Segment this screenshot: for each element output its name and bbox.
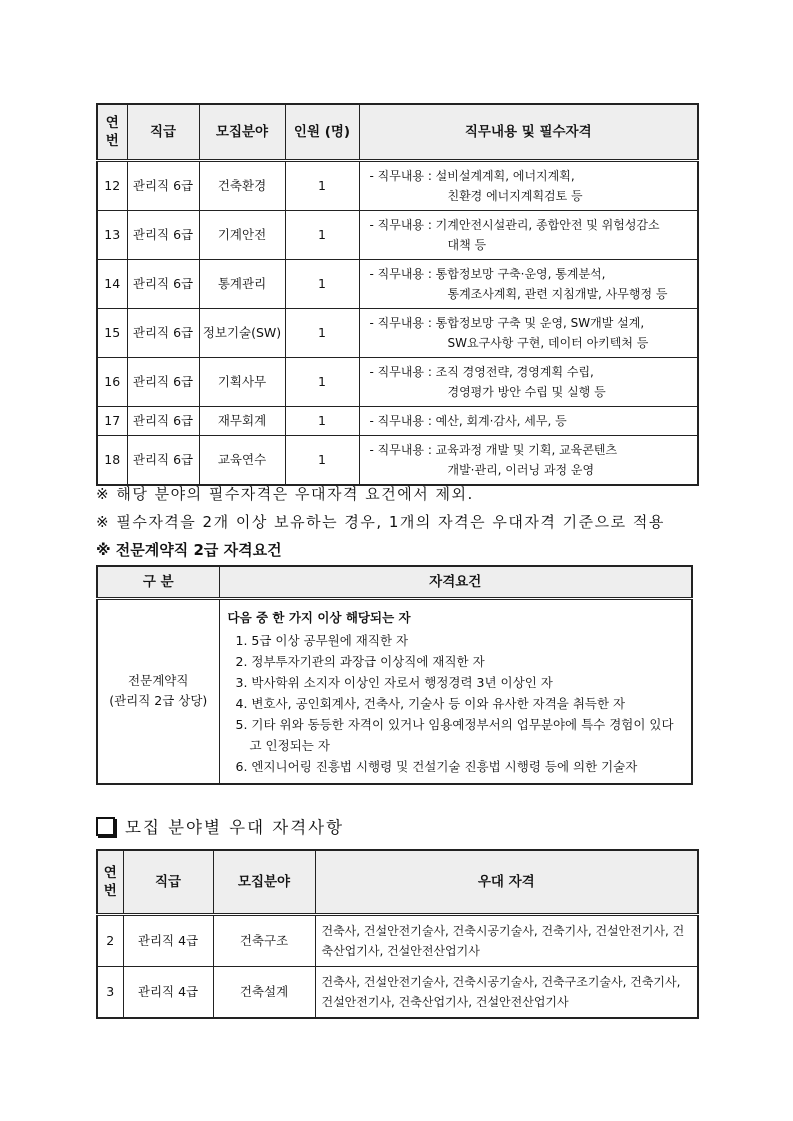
duty-table [96, 103, 699, 486]
row-duty [359, 259, 698, 308]
note-multiple-qualifications: ※ 필수자격을 2개 이상 보유하는 경우, 1개의 자격은 우대자격 기준으로 적용 [96, 513, 665, 531]
duty-line-2: SW요구사항 구현, 데이터 아키텍처 등 [447, 335, 649, 350]
duty-line-2: 개발·관리, 이러닝 과정 운영 [447, 462, 595, 477]
requirements-cell [219, 598, 692, 784]
row-field: 건축환경 [199, 160, 285, 210]
list-item: 2. 정부투자기관의 과장급 이상직에 재직한 자 [235, 653, 485, 669]
requirements-table [96, 565, 693, 785]
requirements-row [97, 598, 692, 784]
category-cell [97, 598, 219, 784]
row-no: 14 [97, 259, 127, 308]
table-row [97, 210, 698, 259]
col-header-category: 구 분 [97, 566, 219, 598]
list-item: 5. 기타 위와 동등한 자격이 있거나 임용예정부서의 업무분야에 특수 경험이 있다고 인정되는 자 [235, 716, 674, 753]
duty-line-1: - 직무내용 : 통합정보망 구축·운영, 통계분석, [369, 266, 606, 281]
row-no: 13 [97, 210, 127, 259]
col-header-count: 인원 (명) [285, 104, 359, 160]
row-count: 1 [285, 406, 359, 435]
row-no: 3 [97, 966, 123, 1018]
table-row [97, 406, 698, 435]
row-duty [359, 308, 698, 357]
row-preferred: 건축사, 건설안전기술사, 건축시공기술사, 건축기사, 건설안전기사, 건축산업기사, 건설안전산업기사 [315, 914, 698, 966]
duty-line-2: 대책 등 [447, 237, 487, 252]
row-preferred: 건축사, 건설안전기술사, 건축시공기술사, 건축구조기술사, 건축기사, 건설안전기사, 건축산업기사, 건설안전산업기사 [315, 966, 698, 1018]
duty-line-2: 통계조사계획, 관련 지침개발, 사무행정 등 [447, 286, 668, 301]
list-item: 6. 엔지니어링 진흥법 시행령 및 건설기술 진흥법 시행령 등에 의한 기술자 [235, 758, 638, 774]
duty-line-2: 경영평가 방안 수립 및 실행 등 [447, 384, 606, 399]
row-field: 재무회계 [199, 406, 285, 435]
col-header-grade: 직급 [123, 850, 213, 914]
row-field: 정보기술(SW) [199, 308, 285, 357]
row-grade: 관리직 4급 [123, 966, 213, 1018]
col-header-field: 모집분야 [213, 850, 315, 914]
row-field: 기획사무 [199, 357, 285, 406]
row-count: 1 [285, 357, 359, 406]
preferred-header [97, 850, 698, 914]
row-duty [359, 406, 698, 435]
col-header-preferred: 우대 자격 [315, 850, 698, 914]
category-grade: (관리직 2급 상당) [109, 693, 208, 708]
col-header-requirements: 자격요건 [219, 566, 692, 598]
row-duty [359, 435, 698, 485]
row-duty [359, 160, 698, 210]
table-row [97, 435, 698, 485]
row-no: 17 [97, 406, 127, 435]
row-field: 통계관리 [199, 259, 285, 308]
table-row [97, 357, 698, 406]
row-duty [359, 210, 698, 259]
duty-line-1: - 직무내용 : 통합정보망 구축 및 운영, SW개발 설계, [369, 315, 645, 330]
row-duty [359, 357, 698, 406]
duty-line-1: - 직무내용 : 기계안전시설관리, 종합안전 및 위험성감소 [369, 217, 660, 232]
list-item: 1. 5급 이상 공무원에 재직한 자 [235, 632, 409, 648]
table-row [97, 308, 698, 357]
duty-line-1: - 직무내용 : 설비설계계획, 에너지계획, [369, 168, 575, 183]
row-count: 1 [285, 259, 359, 308]
duty-line-1: - 직무내용 : 예산, 회계·감사, 세무, 등 [369, 413, 567, 428]
row-no: 16 [97, 357, 127, 406]
row-no: 15 [97, 308, 127, 357]
category-name: 전문계약직 [128, 673, 189, 688]
requirements-lead: 다음 중 한 가지 이상 해당되는 자 [227, 609, 411, 625]
table-row [97, 160, 698, 210]
col-header-no: 연번 [97, 104, 127, 160]
row-no: 12 [97, 160, 127, 210]
row-no: 18 [97, 435, 127, 485]
row-count: 1 [285, 160, 359, 210]
duty-table-header [97, 104, 698, 160]
row-field: 교육연수 [199, 435, 285, 485]
duty-line-1: - 직무내용 : 조직 경영전략, 경영계획 수립, [369, 364, 594, 379]
row-count: 1 [285, 435, 359, 485]
section-heading-contract: ※ 전문계약직 2급 자격요건 [96, 541, 282, 559]
requirements-header [97, 566, 692, 598]
section-title-text: 모집 분야별 우대 자격사항 [125, 818, 345, 837]
duty-line-2: 친환경 에너지계획검토 등 [447, 188, 583, 203]
requirements-list [228, 630, 684, 777]
section-title [96, 814, 344, 838]
col-header-grade: 직급 [127, 104, 199, 160]
row-grade: 관리직 4급 [123, 914, 213, 966]
row-field: 건축구조 [213, 914, 315, 966]
row-grade: 관리직 6급 [127, 308, 199, 357]
row-field: 건축설계 [213, 966, 315, 1018]
duty-line-1: - 직무내용 : 교육과정 개발 및 기획, 교육콘텐츠 [369, 442, 618, 457]
list-item: 4. 변호사, 공인회계사, 건축사, 기술사 등 이와 유사한 자격을 취득한 자 [235, 695, 626, 711]
row-count: 1 [285, 308, 359, 357]
checkbox-square-icon [96, 817, 115, 836]
col-header-duty: 직무내용 및 필수자격 [359, 104, 698, 160]
table-row [97, 914, 698, 966]
col-header-field: 모집분야 [199, 104, 285, 160]
preferred-qualifications-table [96, 849, 699, 1019]
row-no: 2 [97, 914, 123, 966]
row-grade: 관리직 6급 [127, 406, 199, 435]
row-grade: 관리직 6급 [127, 259, 199, 308]
row-count: 1 [285, 210, 359, 259]
table-row [97, 966, 698, 1018]
row-grade: 관리직 6급 [127, 210, 199, 259]
row-grade: 관리직 6급 [127, 357, 199, 406]
note-exclusion: ※ 해당 분야의 필수자격은 우대자격 요건에서 제외. [96, 485, 474, 503]
row-grade: 관리직 6급 [127, 160, 199, 210]
table-row [97, 259, 698, 308]
list-item: 3. 박사학위 소지자 이상인 자로서 행정경력 3년 이상인 자 [235, 674, 553, 690]
col-header-no: 연번 [97, 850, 123, 914]
row-field: 기계안전 [199, 210, 285, 259]
row-grade: 관리직 6급 [127, 435, 199, 485]
